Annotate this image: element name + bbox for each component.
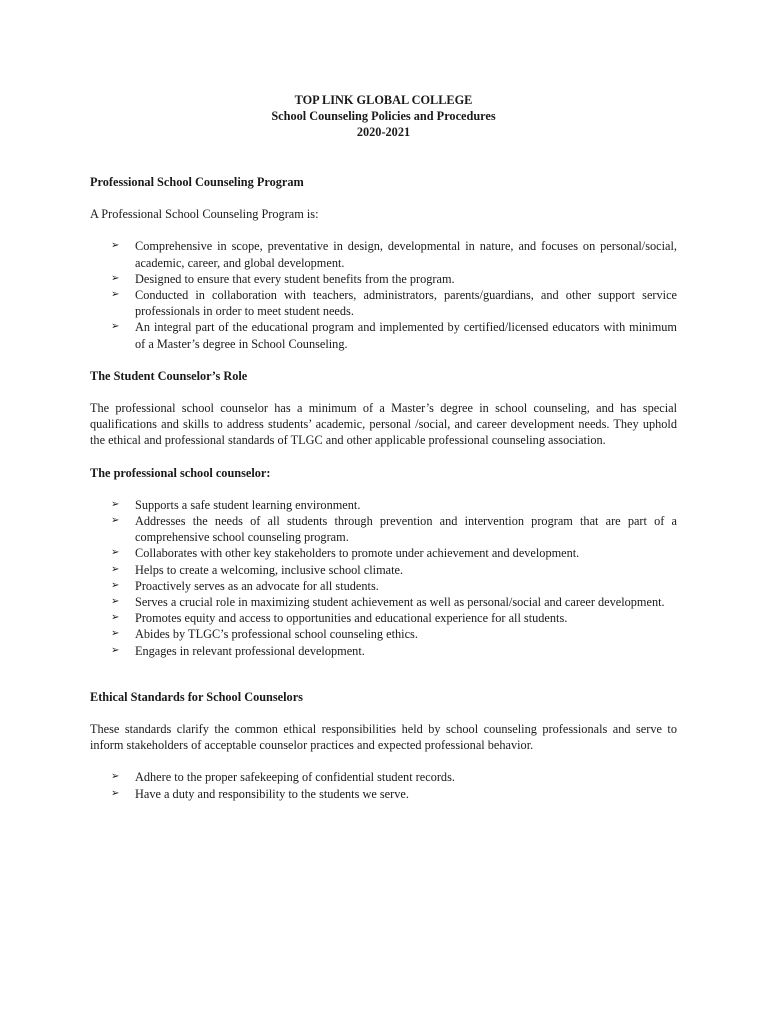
list-item: ➢ Designed to ensure that every student benefits from the program. bbox=[111, 271, 455, 286]
section-heading-program: Professional School Counseling Program bbox=[90, 175, 304, 189]
list-item: ➢ Supports a safe student learning environment. bbox=[111, 497, 361, 512]
counselor-list bbox=[90, 497, 677, 659]
arrow-bullet-icon: ➢ bbox=[111, 289, 120, 301]
arrow-bullet-icon: ➢ bbox=[111, 272, 120, 284]
list-item: ➢ Comprehensive in scope, preventative in design, developmental in nature, and focuses on personal/social, academic, career, and global development. bbox=[111, 239, 677, 270]
arrow-bullet-icon: ➢ bbox=[111, 240, 120, 252]
list-item: ➢ Serves a crucial role in maximizing student achievement as well as personal/social and career development. bbox=[111, 595, 665, 610]
arrow-bullet-icon: ➢ bbox=[111, 644, 120, 656]
section-heading-counselor: The professional school counselor: bbox=[90, 465, 271, 480]
arrow-bullet-icon: ➢ bbox=[111, 787, 120, 799]
arrow-bullet-icon: ➢ bbox=[111, 321, 120, 333]
list-item: ➢ Helps to create a welcoming, inclusive school climate. bbox=[111, 562, 404, 577]
section-heading-ethical: Ethical Standards for School Counselors bbox=[90, 689, 303, 704]
arrow-bullet-icon: ➢ bbox=[111, 563, 120, 575]
arrow-bullet-icon: ➢ bbox=[111, 596, 120, 608]
ethical-paragraph: These standards clarify the common ethical responsibilities held by school counseling professionals and serve to inform stakeholders of acceptable counselor practices and expected professional behavior. bbox=[90, 722, 677, 753]
program-list bbox=[90, 238, 677, 351]
document-header bbox=[90, 92, 677, 140]
list-item: ➢ Abides by TLGC’s professional school counseling ethics. bbox=[111, 627, 418, 642]
academic-year: 2020-2021 bbox=[356, 125, 411, 139]
list-item: ➢ Collaborates with other key stakeholders to promote under achievement and development. bbox=[111, 546, 580, 561]
list-item: ➢ An integral part of the educational program and implemented by certified/licensed educators with minimum of a Master’s degree in School Counseling. bbox=[111, 320, 677, 351]
program-intro: A Professional School Counseling Program is: bbox=[90, 207, 319, 222]
arrow-bullet-icon: ➢ bbox=[111, 579, 120, 591]
list-item: ➢ Conducted in collaboration with teachers, administrators, parents/guardians, and other support service professionals in order to meet student needs. bbox=[111, 288, 677, 319]
role-paragraph: The professional school counselor has a minimum of a Master’s degree in school counseling, and has special qualifications and skills to address students’ academic, personal /social, and career development needs. They uphold the ethical and professional standards of TLGC and other applicable professional counseling association. bbox=[90, 401, 677, 448]
list-item: ➢ Addresses the needs of all students through prevention and intervention program that are part of a comprehensive school counseling program. bbox=[111, 514, 677, 545]
arrow-bullet-icon: ➢ bbox=[111, 498, 120, 510]
document-title: School Counseling Policies and Procedures bbox=[271, 109, 496, 123]
list-item: ➢ Proactively serves as an advocate for all students. bbox=[111, 578, 379, 593]
list-item: ➢ Promotes equity and access to opportunities and educational experience for all students. bbox=[111, 611, 568, 626]
document-page bbox=[90, 92, 677, 802]
list-item: ➢ Engages in relevant professional development. bbox=[111, 643, 365, 658]
college-name: TOP LINK GLOBAL COLLEGE bbox=[294, 93, 473, 107]
arrow-bullet-icon: ➢ bbox=[111, 771, 120, 783]
ethical-list bbox=[90, 769, 677, 801]
list-item: ➢ Adhere to the proper safekeeping of confidential student records. bbox=[111, 770, 455, 785]
arrow-bullet-icon: ➢ bbox=[111, 628, 120, 640]
arrow-bullet-icon: ➢ bbox=[111, 547, 120, 559]
section-heading-role: The Student Counselor’s Role bbox=[90, 368, 248, 383]
list-item: ➢ Have a duty and responsibility to the students we serve. bbox=[111, 786, 409, 801]
arrow-bullet-icon: ➢ bbox=[111, 515, 120, 527]
arrow-bullet-icon: ➢ bbox=[111, 612, 120, 624]
